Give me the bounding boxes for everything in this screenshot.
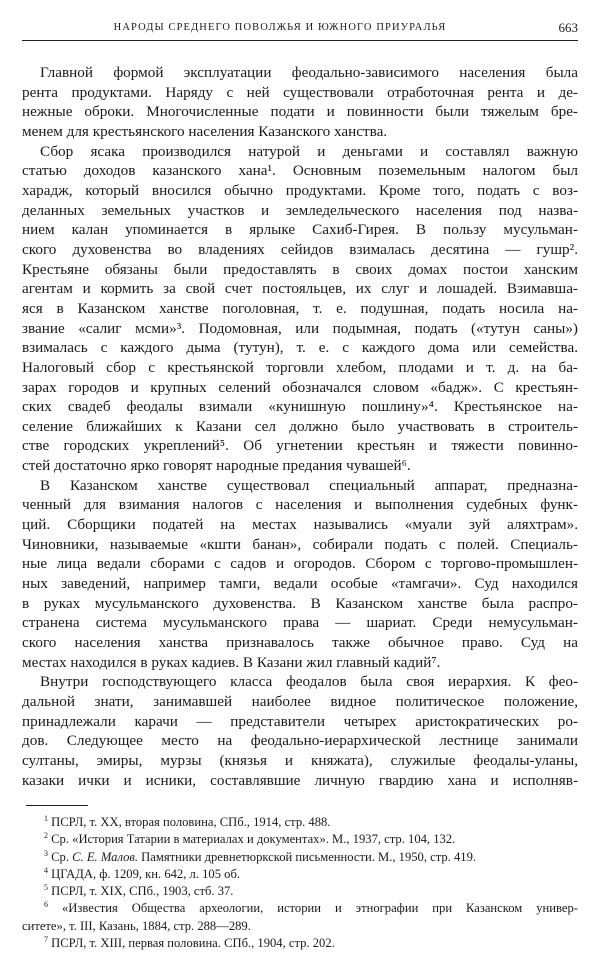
running-title: НАРОДЫ СРЕДНЕГО ПОВОЛЖЬЯ И ЮЖНОГО ПРИУРАЛЬЯ	[113, 22, 447, 33]
text-line: Налоговый сбор с крестьянской торговли хлебом, плодами и т. д. на ба-	[22, 358, 578, 376]
footnote-separator	[26, 805, 88, 806]
footnote	[22, 866, 578, 883]
footnote-author: С. Е. Малов.	[72, 849, 139, 864]
footnote-marker: 7	[44, 934, 48, 944]
footnote-text: ПСРЛ, т. XX, вторая половина, СПб., 1914, стр. 488.	[51, 815, 331, 829]
text-line: Внутри господствующего класса феодалов была своя иерархия. К фео-	[40, 673, 578, 691]
text-line: ных заведений, например тамги, ведали особые «тамгачи». Суд находился	[22, 575, 578, 593]
footnote-text: ЦГАДА, ф. 1209, кн. 642, л. 105 об.	[51, 866, 240, 881]
footnote	[22, 883, 578, 900]
footnote-text: ПСРЛ, т. XIX, СПб., 1903, стб. 37.	[51, 884, 234, 899]
text-line: нежные оброки. Многочисленные подати и повинности были тяжелым бре-	[22, 103, 578, 121]
text-line: стей достаточно ярко говорят народные предания чувашей⁶.	[22, 457, 411, 475]
footnote	[22, 849, 578, 866]
footnote	[22, 831, 578, 848]
footnote-text: Памятники древнетюркской письменности. М., 1950, стр. 419.	[138, 849, 477, 864]
text-line: ского населения ханства признавалось также обычное право. Суд на	[22, 634, 578, 652]
text-line: менем для крестьянского населения Казанского ханства.	[22, 122, 388, 140]
text-line: звание «салиг мсми»³. Подомовная, или подымная, подать («тутун саны»)	[22, 319, 578, 337]
text-line: в руках мусульманского духовенства. В Казанском ханстве была распро-	[22, 594, 578, 612]
footnote-text: Ср. «История Татарии в материалах и документах». М., 1937, стр. 104, 132.	[51, 832, 456, 847]
footnote	[22, 935, 578, 952]
paragraph	[22, 476, 578, 673]
text-line: нием калан упоминается в ярлыке Сахиб-Гирея. В пользу мусульман-	[22, 221, 578, 239]
text-line: дов. Следующее место на феодально-иерархической лестнице занимали	[22, 732, 578, 750]
text-line: статью доходов казанского хана¹. Основным поземельным налогом был	[22, 162, 578, 180]
text-line: селение ближайших к Казани сел должно было участвовать в строитель-	[22, 417, 578, 435]
text-line: странена система мусульманского права — шариат. Среди немусульман-	[22, 614, 578, 632]
text-line: Крестьяне обязаны были предоставлять в своих домах постои ханским	[22, 260, 578, 278]
text-line: ских свадеб феодалы взимали «кунишную пошлину»⁴. Крестьянское на-	[22, 398, 578, 416]
page-number: 663	[558, 20, 578, 35]
text-line: В Казанском ханстве существовал специальный аппарат, предназна-	[40, 476, 578, 494]
footnote-marker: 4	[44, 865, 48, 875]
footnote-marker: 2	[44, 831, 48, 841]
text-line: деланных земельных участков и земледельческого населения под назва-	[22, 201, 578, 219]
paragraph	[22, 672, 578, 790]
footnote-marker: 5	[44, 883, 48, 892]
text-line: султаны, эмиры, мурзы (князья и княжата), служилые феодалы-уланы,	[22, 751, 578, 769]
text-line: местах находился в руках кадиев. В Казани жил главный кадий⁷.	[22, 653, 441, 671]
footnote-continuation: ситете», т. III, Казань, 1884, стр. 288—289.	[22, 918, 251, 933]
text-line: Главной формой эксплуатации феодально-зависимого населения была	[40, 64, 578, 81]
text-line: ные лица ведали сборами с садов и огородов. Сбором с торгово-промышлен-	[22, 555, 578, 573]
footnote	[22, 900, 578, 917]
text-line: ций. Сборщики податей на местах назывались «муали зуй аляхтрам».	[22, 516, 578, 534]
footnote-marker: 1	[44, 813, 48, 823]
text-line: дальной знати, занимавшей наиболее видное политическое положение,	[22, 693, 578, 710]
text-line: принадлежали карачи — представители четырех аристократических ро-	[22, 712, 578, 730]
footnote-text: ПСРЛ, т. XIII, первая половина. СПб., 1904, стр. 202.	[51, 936, 335, 951]
body-text	[22, 63, 578, 790]
text-line: Чиновники, называемые «кшти банан», собирали подать с полей. Специаль-	[22, 535, 578, 553]
text-line: рента продуктами. Наряду с ней существовали отработочная рента и де-	[22, 83, 578, 101]
footnote	[22, 814, 578, 831]
page-header	[22, 18, 578, 38]
text-line: ского духовенства во владениях сейидов взималась десятина — гушр².	[22, 240, 578, 258]
text-line: агентам и кормить за свой счет постояльцев, их слуг и лошадей. Взимавша-	[22, 280, 578, 298]
footnote-marker: 6	[44, 900, 48, 910]
footnote-text: «Известия Общества археологии, истории и этнографии при Казанском универ-	[61, 901, 578, 916]
text-line: зарах городов и крупных селений обозначался словом «бадж». С крестьян-	[22, 378, 578, 396]
paragraph	[22, 142, 578, 476]
text-line: казаки ички и исники, составлявшие личную гвардию хана и исполняв-	[22, 771, 578, 789]
text-line: харадж, который вносился обычно продуктами. Кроме того, подать с воз-	[22, 181, 578, 199]
footnotes	[22, 814, 578, 952]
text-line: стве городских укреплений⁵. Об угнетении крестьян и тяжести повинно-	[22, 437, 578, 455]
header-rule	[22, 40, 578, 41]
text-line: ченный для взимания налогов с населения и выполнения судебных функ-	[22, 496, 578, 514]
text-line: яся в Казанском ханстве поголовная, т. е. подушная, подать носила на-	[22, 299, 578, 317]
text-line: взималась с каждого дыма (тутун), т. е. с каждого дома или семейства.	[22, 339, 578, 357]
paragraph	[22, 63, 578, 142]
text-line: Сбор ясака производился натурой и деньгами и составлял важную	[40, 142, 578, 160]
footnote-prefix: Ср.	[51, 849, 73, 864]
footnote-marker: 3	[44, 848, 48, 858]
